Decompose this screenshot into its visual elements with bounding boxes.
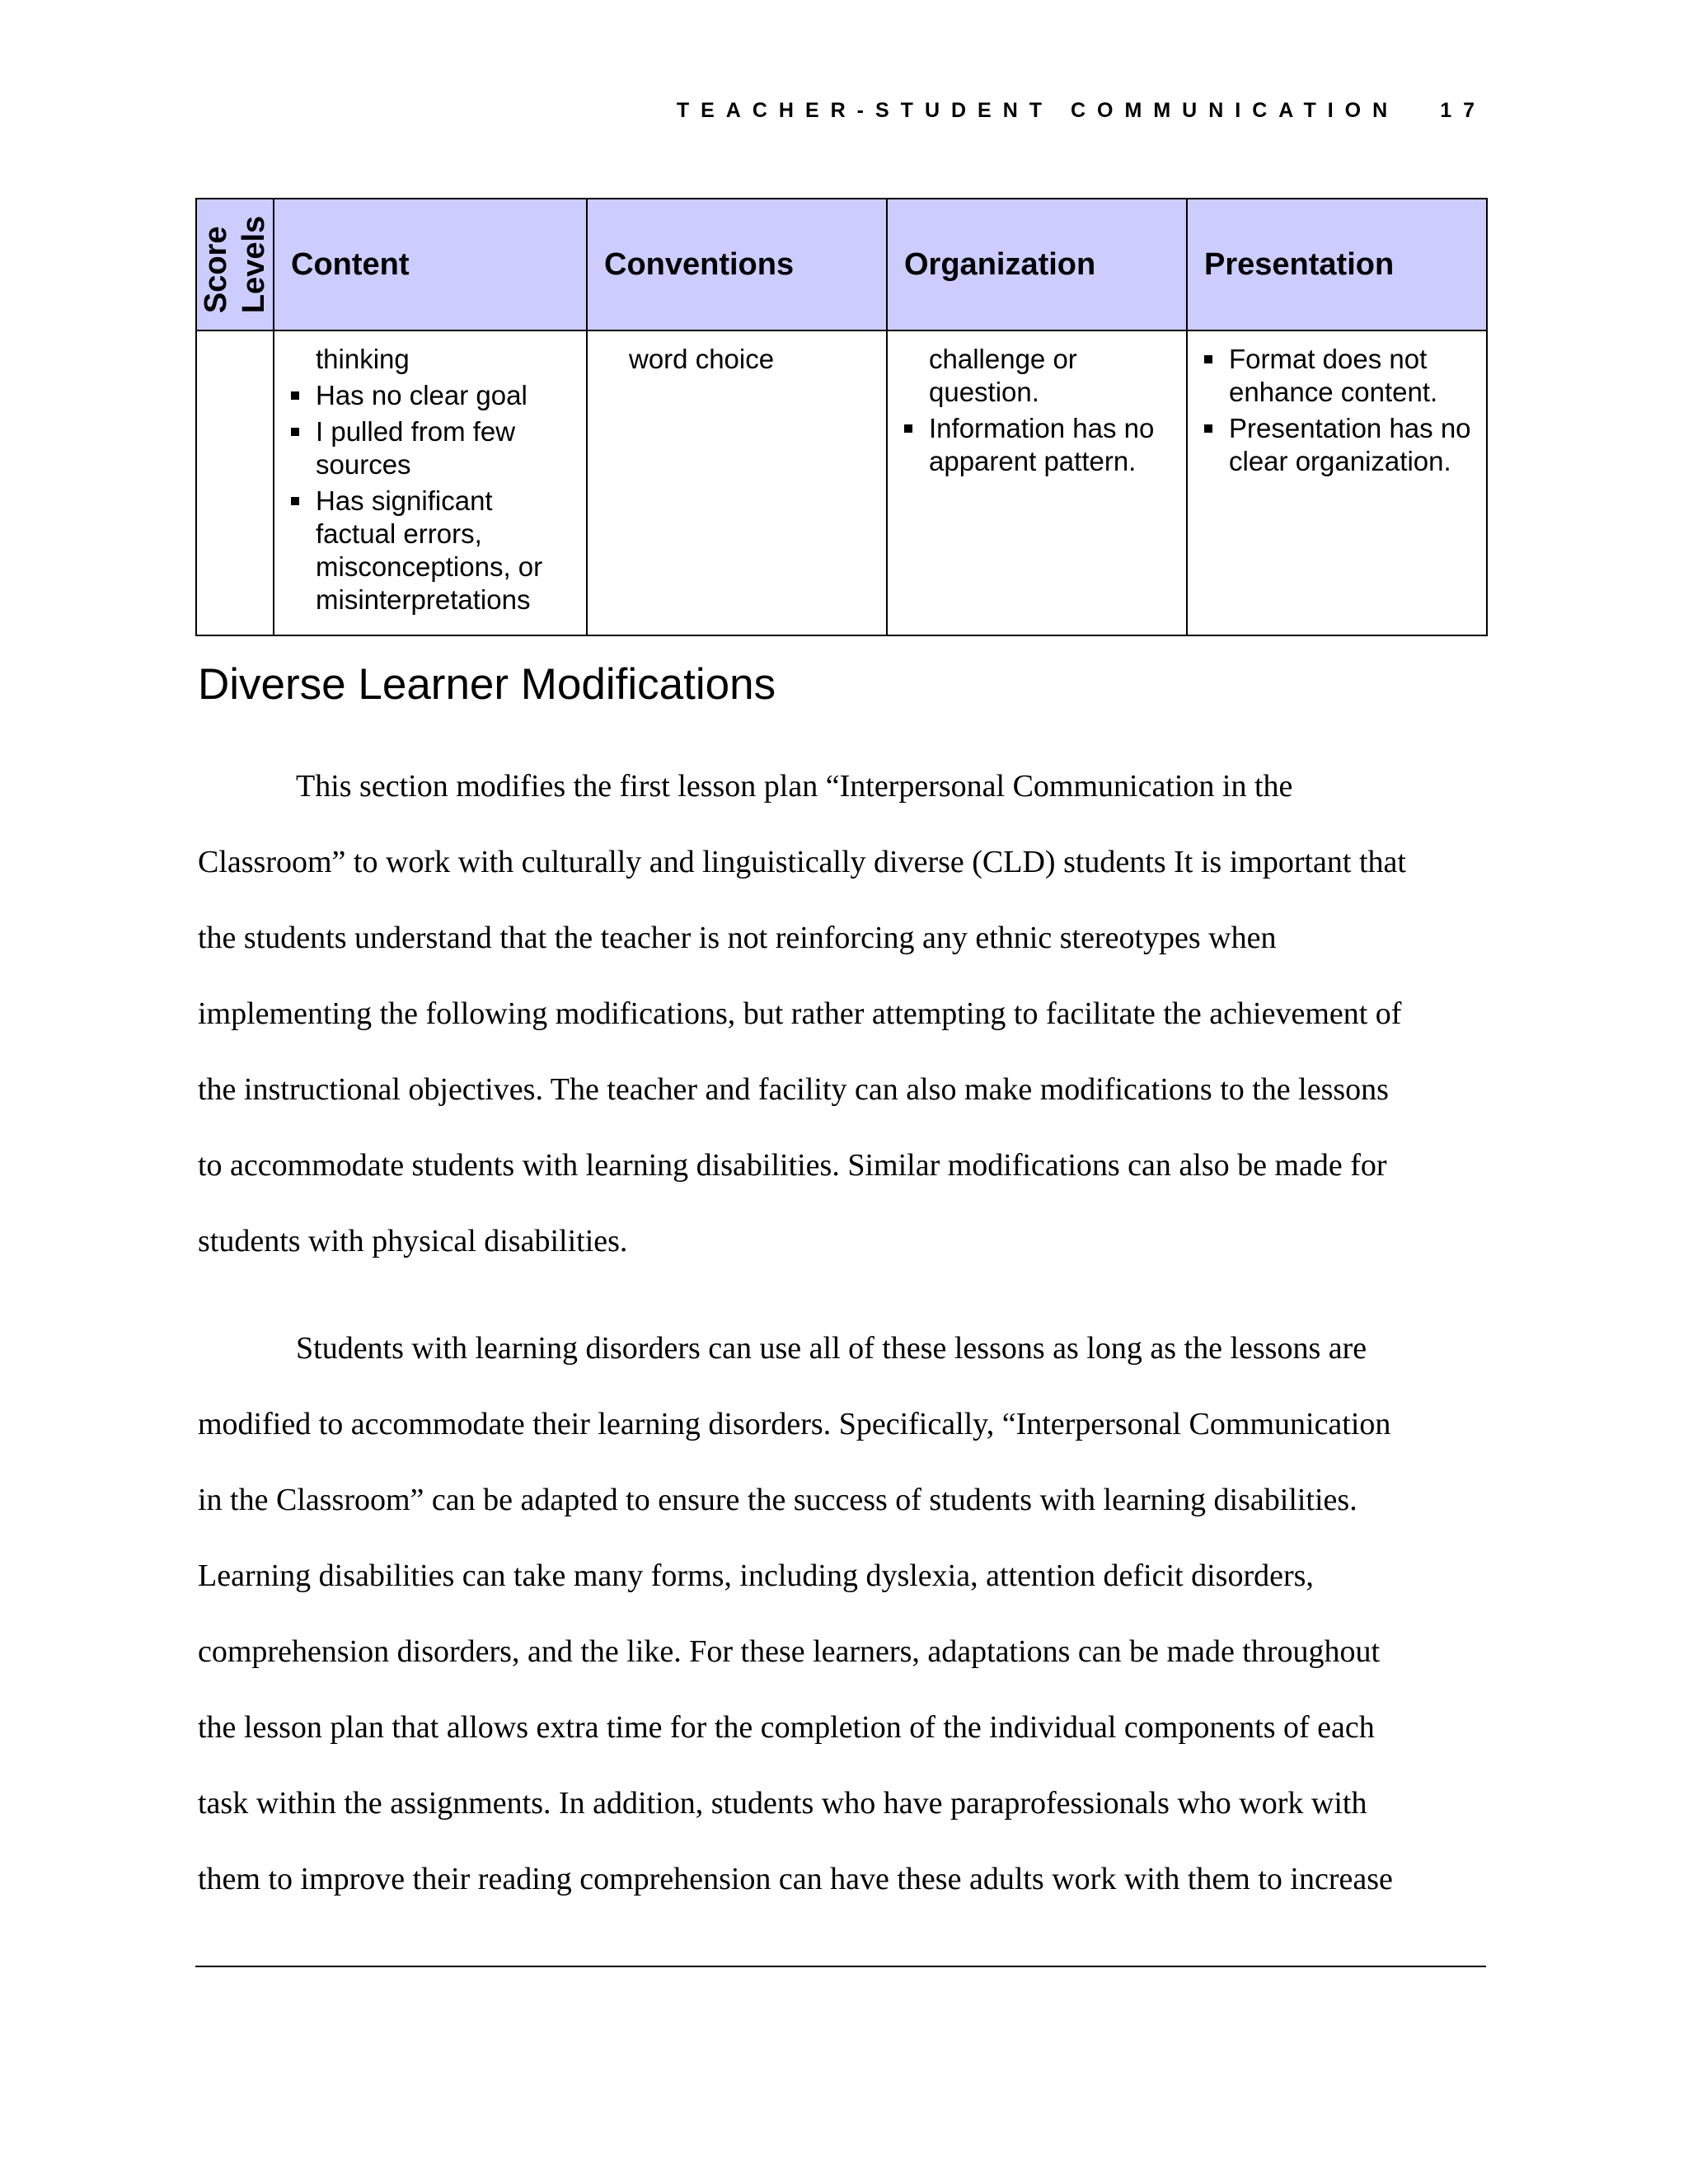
- organization-cell: [887, 330, 1187, 635]
- presentation-header: Presentation: [1187, 199, 1487, 330]
- score-header-line1: Score: [199, 226, 233, 314]
- text-line: Students with learning disorders can use all of these lessons as long as the lessons are: [296, 1331, 1367, 1366]
- text-line: modified to accommodate their learning disorders. Specifically, “Interpersonal Communication: [198, 1407, 1391, 1441]
- list-item: Has significant factual errors, misconceptions, or misinterpretations: [316, 485, 578, 616]
- list-item: Presentation has no clear organization.: [1229, 412, 1478, 478]
- rubric-row: [196, 330, 1487, 635]
- text-line: comprehension disorders, and the like. For these learners, adaptations can be made throughout: [198, 1634, 1381, 1669]
- presentation-bullets: [1229, 343, 1478, 478]
- organization-lead: challenge or question.: [929, 344, 1077, 407]
- content-cell: [274, 330, 587, 635]
- presentation-cell: [1187, 330, 1487, 635]
- score-header-line2: Levels: [237, 215, 271, 314]
- organization-bullets: [929, 412, 1178, 478]
- text-line: implementing the following modifications, but rather attempting to facilitate the achievement of: [198, 996, 1402, 1031]
- score-level-cell: [196, 330, 274, 635]
- score-levels-header: [196, 199, 274, 330]
- list-item: Has no clear goal: [316, 379, 578, 412]
- rubric-header-row: [196, 199, 1487, 330]
- text-line: Classroom” to work with culturally and linguistically diverse (CLD) students It is important that: [198, 845, 1406, 879]
- text-line: Learning disabilities can take many forms, including dyslexia, attention deficit disorders,: [198, 1558, 1314, 1593]
- body-paragraph-1: [198, 748, 1517, 1279]
- text-line: the lesson plan that allows extra time for the completion of the individual components of each: [198, 1710, 1375, 1745]
- organization-header: Organization: [887, 199, 1187, 330]
- conventions-header: Conventions: [587, 199, 887, 330]
- content-lead: thinking: [316, 344, 410, 374]
- rubric-table: [195, 198, 1488, 636]
- conventions-cell: [587, 330, 887, 635]
- footer-divider: [195, 1966, 1486, 1967]
- running-title: TEACHER-STUDENT COMMUNICATION: [676, 99, 1400, 122]
- text-line: the students understand that the teacher is not reinforcing any ethnic stereotypes when: [198, 921, 1277, 955]
- list-item: Information has no apparent pattern.: [929, 412, 1178, 478]
- body-paragraph-2: [198, 1310, 1517, 1917]
- page-number: 17: [1440, 99, 1486, 122]
- list-item: Format does not enhance content.: [1229, 343, 1478, 409]
- text-line: in the Classroom” can be adapted to ensure the success of students with learning disabilities.: [198, 1483, 1357, 1517]
- content-header: Content: [274, 199, 587, 330]
- content-bullets: [316, 379, 578, 616]
- text-line: This section modifies the first lesson plan “Interpersonal Communication in the: [296, 769, 1293, 804]
- conventions-lead: word choice: [629, 344, 775, 374]
- text-line: to accommodate students with learning disabilities. Similar modifications can also be made for: [198, 1148, 1387, 1183]
- section-heading: Diverse Learner Modifications: [198, 660, 776, 709]
- list-item: I pulled from few sources: [316, 415, 578, 481]
- text-line: students with physical disabilities.: [198, 1224, 628, 1258]
- text-line: the instructional objectives. The teacher and facility can also make modifications to the lessons: [198, 1072, 1389, 1107]
- text-line: task within the assignments. In addition, students who have paraprofessionals who work with: [198, 1786, 1367, 1821]
- text-line: them to improve their reading comprehension can have these adults work with them to increase: [198, 1862, 1393, 1896]
- running-header: [0, 99, 1486, 123]
